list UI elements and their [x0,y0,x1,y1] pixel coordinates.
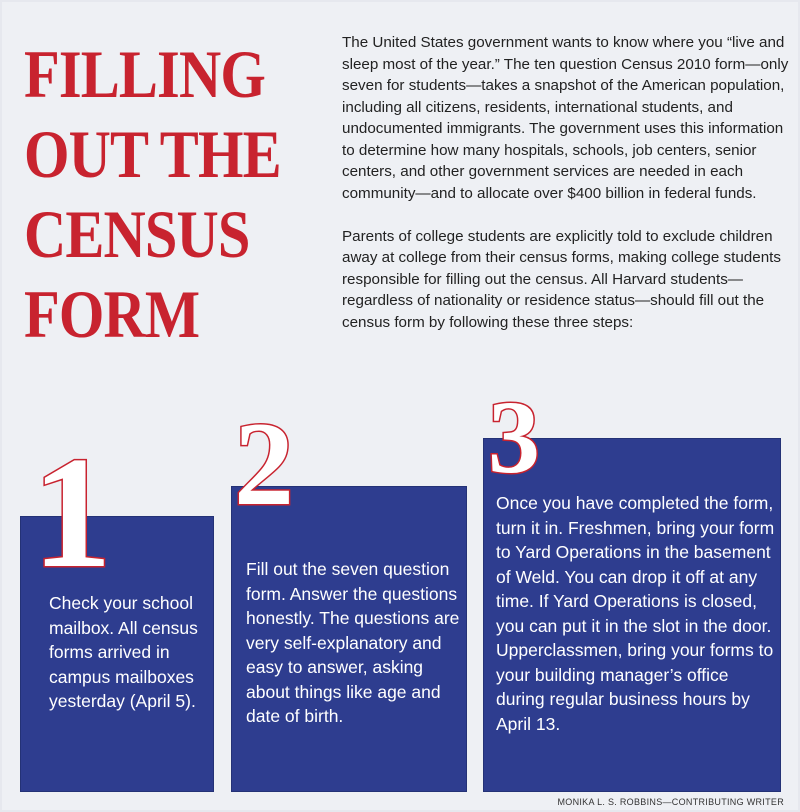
intro-paragraph-2: Parents of college students are explicitly told to exclude children away at college from their census forms, making college students responsible for filling out the census. All Harvard students—regardless of nationality or residence status—should fill out the census form by following these three steps: [342,227,781,331]
title-line-3: CENSUS [24,196,250,272]
step-1-text: Check your school mailbox. All census forms arrived in campus mailboxes yesterday (April 5). [49,593,198,711]
step-3-text: Once you have completed the form, turn it in. Freshmen, bring your form to Yard Operations in the basement of Weld. You can drop it off at any time. If Yard Operations is closed, you can put it in the slot in the door. Upperclassmen, bring your forms to your building manager’s office during regular business hours by April 13. [496,493,775,734]
step-1-number: 1 [32,423,112,601]
intro-text [342,32,792,355]
byline-credit: MONIKA L. S. ROBBINS—CONTRIBUTING WRITER [557,797,784,807]
intro-paragraph-1: The United States government wants to know where you “live and sleep most of the year.” The ten question Census 2010 form—only seven for students—takes a snapshot of the American population, including all citizens, residents, international students, and undocumented immigrants. The government uses this information to determine how many hospitals, schools, job centers, senior centers, and other government services are needed in each community—and to allocate over $400 billion in federal funds. [342,34,789,202]
step-2-box [231,486,467,792]
title-line-4: FORM [24,276,200,352]
page-title [24,34,282,354]
step-2-number: 2 [234,397,294,530]
title-line-1: FILLING [24,36,265,112]
title-line-2: OUT THE [24,116,281,192]
step-3-number: 3 [488,380,540,495]
step-2-text: Fill out the seven question form. Answer the questions honestly. The questions are very self-explanatory and easy to answer, asking about things like age and date of birth. [246,559,460,726]
